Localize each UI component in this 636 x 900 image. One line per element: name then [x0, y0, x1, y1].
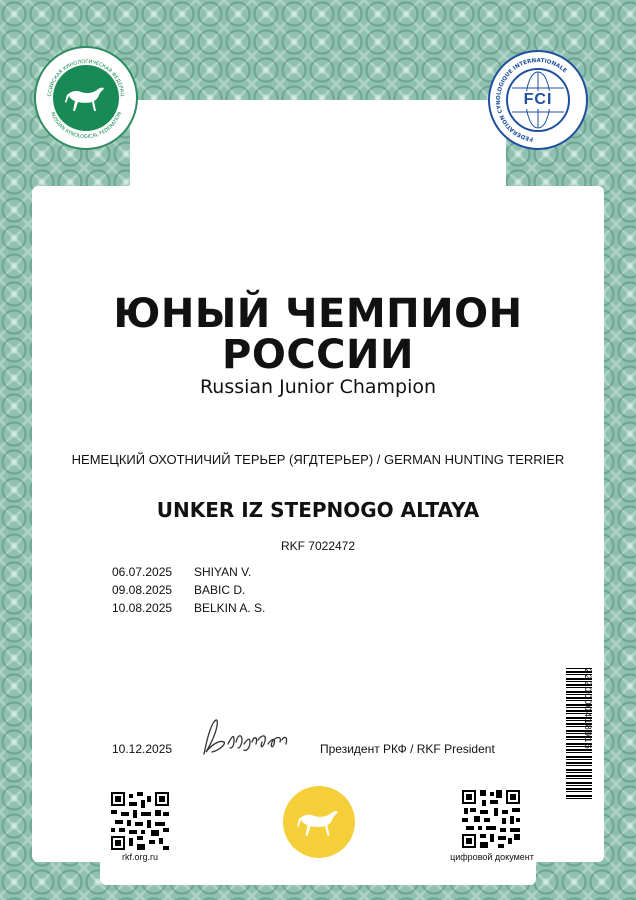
judge-name: BABIC D.	[194, 583, 246, 597]
certificate-panel	[32, 186, 604, 862]
fci-seal-logo	[488, 50, 588, 150]
certificate-title-line2: РОССИИ	[222, 332, 414, 378]
certificate-title-line1: ЮНЫЙ ЧЕМПИОН	[113, 291, 523, 337]
qr-right-caption[interactable]: цифровой документ	[450, 852, 534, 862]
judge-row	[112, 563, 265, 581]
borzoi-dog-icon	[295, 804, 343, 840]
judge-name: BELKIN A. S.	[194, 601, 266, 615]
president-signature	[198, 714, 298, 764]
rkf-seal-logo	[36, 48, 136, 148]
judge-row	[112, 599, 265, 617]
fci-seal-text: FEDERATION CYNOLOGIQUE INTERNATIONALE	[495, 57, 568, 142]
judge-date: 10.08.2025	[112, 601, 173, 615]
president-label: Президент РКФ / RKF President	[320, 742, 495, 756]
issue-date: 10.12.2025	[112, 742, 173, 756]
rkf-seal-top-text: ССИЙСКАЯ КИНОЛОГИЧЕСКАЯ ФЕДЕРАЦ	[46, 58, 125, 97]
judges-list	[112, 563, 265, 617]
breed-name: НЕМЕЦКИЙ ОХОТНИЧИЙ ТЕРЬЕР (ЯГДТЕРЬЕР) / GERMAN HUNTING TERRIER	[71, 452, 565, 467]
qr-code-digital-document[interactable]	[462, 790, 520, 848]
qr-code-rkf-site[interactable]	[111, 792, 169, 850]
rkf-gold-emblem	[283, 786, 355, 858]
svg-text:РОССИЙСКАЯ КИНОЛОГИЧЕСКАЯ ФЕДЕ	[39, 51, 125, 97]
rkf-seal-bottom-text: RUSSIAN KYNOLOGICAL FEDERATION	[48, 111, 124, 141]
judge-row	[112, 581, 265, 599]
judge-date: 06.07.2025	[112, 565, 173, 579]
certificate-subtitle: Russian Junior Champion	[199, 376, 437, 398]
fci-globe-icon	[506, 68, 570, 132]
dog-name: UNKER IZ STEPNOGO ALTAYA	[156, 498, 480, 522]
svg-text:RUSSIAN KYNOLOGICAL FEDERATION	[49, 111, 123, 140]
qr-left-caption[interactable]: rkf.org.ru	[121, 852, 158, 862]
judge-date: 09.08.2025	[112, 583, 173, 597]
judge-name: SHIYAN V.	[194, 565, 252, 579]
rkf-seal-ring-text	[39, 51, 133, 145]
registration-number: RKF 7022472	[280, 539, 356, 553]
barcode-number: 2220000418916	[583, 668, 593, 750]
fci-label: FCI	[523, 91, 553, 108]
